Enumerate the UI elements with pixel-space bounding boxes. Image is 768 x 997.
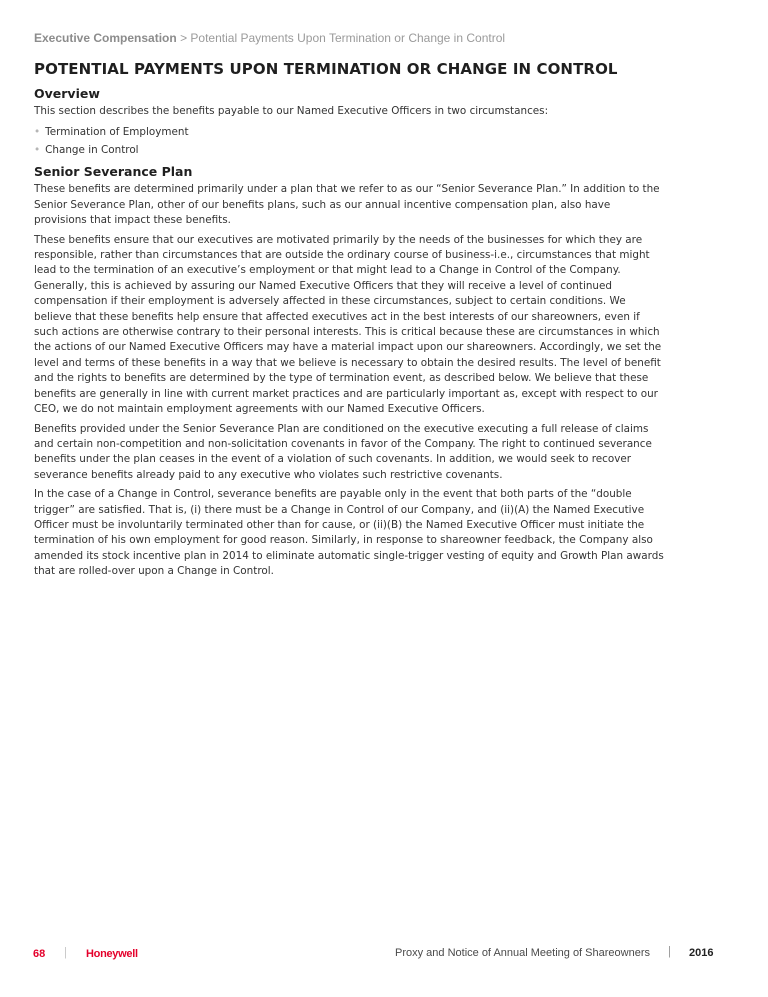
page-title: POTENTIAL PAYMENTS UPON TERMINATION OR CHANGE IN CONTROL (34, 60, 618, 78)
bullet-icon: • (34, 144, 41, 157)
breadcrumb-page: Potential Payments Upon Termination or Change in Control (190, 31, 506, 45)
breadcrumb-separator: > (180, 31, 188, 45)
severance-paragraph-3: Benefits provided under the Senior Severance Plan are conditioned on the executive executing a full release of claims and certain non-competition and non-solicitation covenants in favor of the Company. The right to continued severance benefits under the plan ceases in the event of a violation of such covenants. In addition, we would seek to recover severance benefits already paid to any executive who violates such restrictive covenants. (34, 422, 652, 481)
list-item (34, 141, 664, 159)
page-number: 68 (33, 948, 46, 960)
footer-separator: | (64, 947, 67, 959)
overview-intro: This section describes the benefits payable to our Named Executive Officers in two circumstances: (34, 105, 549, 117)
main-content (34, 60, 664, 584)
severance-paragraph-4: In the case of a Change in Control, severance benefits are payable only in the event that both parts of the “double trigger” are satisfied. That is, (i) there must be a Change in Control of our Company, and (ii)(A) the Named Executive Officer must be involuntarily terminated other than for cause, or (ii)(B) the Named Executive Officer must initiate the termination of his own employment for good reason. Similarly, in response to shareowner feedback, the Company also amended its stock incentive plan in 2014 to eliminate automatic single-trigger vesting of equity and Growth Plan awards that are rolled-over upon a Change in Control. (34, 488, 664, 578)
breadcrumb-section[interactable]: Executive Compensation (34, 31, 177, 45)
severance-heading: Senior Severance Plan (34, 164, 193, 180)
overview-heading: Overview (34, 86, 100, 101)
honeywell-logo: Honeywell (86, 948, 138, 960)
severance-paragraph-1: These benefits are determined primarily under a plan that we refer to as our “Senior Severance Plan.” In addition to the Senior Severance Plan, other of our benefits plans, such as our annual incentive compensation plan, also have provisions that impact these benefits. (34, 183, 660, 227)
document-year: 2016 (689, 947, 714, 959)
page-footer (0, 946, 768, 964)
list-item-label: Change in Control (45, 144, 139, 157)
circumstances-list (34, 123, 664, 159)
footer-separator: | (668, 946, 671, 958)
breadcrumb (34, 31, 505, 45)
list-item (34, 123, 664, 141)
list-item-label: Termination of Employment (45, 126, 189, 139)
document-title: Proxy and Notice of Annual Meeting of Shareowners (395, 947, 650, 959)
bullet-icon: • (34, 126, 41, 139)
severance-paragraph-2: These benefits ensure that our executives are motivated primarily by the needs of the businesses for which they are responsible, rather than circumstances that are outside the ordinary course of business-i.e., circumstances that might lead to the termination of an executive’s employment or that might lead to a Change in Control of the Company. Generally, this is achieved by assuring our Named Executive Officers that they will receive a level of continued compensation if their employment is adversely affected in these circumstances, subject to certain conditions. We believe that these benefits help ensure that affected executives act in the best interests of our shareowners, even if such actions are otherwise contrary to their personal interests. This is critical because these are circumstances in which the actions of our Named Executive Officers may have a material impact upon our shareowners. Accordingly, we set the level and terms of these benefits in a way that we believe is necessary to obtain the desired results. The level of benefit and the rights to benefits are determined by the type of termination event, as described below. We believe that these benefits are generally in line with current market practices and are particularly important as, except with respect to our CEO, we do not maintain employment agreements with our Named Executive Officers. (34, 233, 662, 416)
